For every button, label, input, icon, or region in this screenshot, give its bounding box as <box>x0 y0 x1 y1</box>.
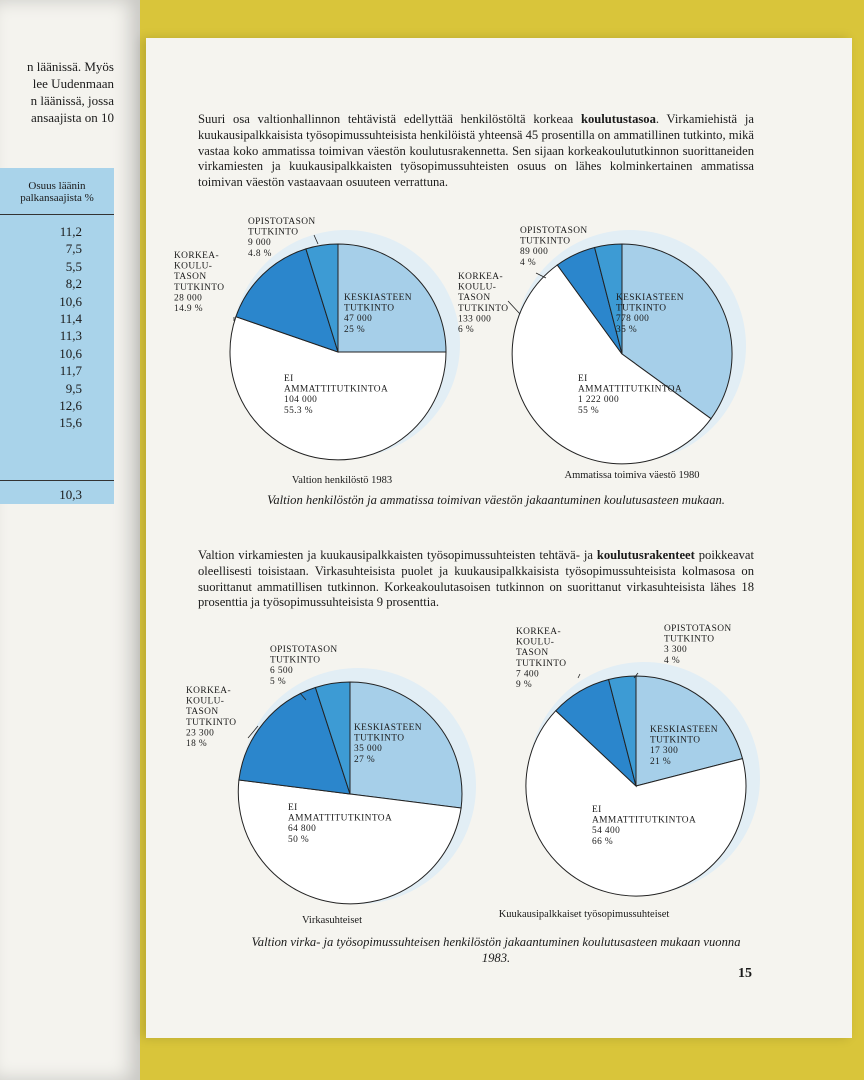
left-table <box>0 168 114 504</box>
slice-label-korkea <box>516 627 566 690</box>
slice-label-line: 778 000 <box>616 314 650 325</box>
slice-label-line: 14.9 % <box>174 304 203 314</box>
page-number: 15 <box>738 966 752 981</box>
slice-label-line: TUTKINTO <box>664 634 715 645</box>
slice-label-line: OPISTOTASON <box>270 645 338 655</box>
slice-label-line: TASON <box>174 272 207 283</box>
slice-label-line: 55 % <box>578 405 600 416</box>
slice-label-line: AMMATTITUTKINTOA <box>288 813 393 824</box>
slice-label-korkea <box>174 251 224 314</box>
paragraph-1-post: . Virkamiehistä ja kuukausipalkkaisista työsopimussuhteisista henkilöistä yhteensä 45 prosentilla on ammatillinen tutkinto, mikä vastaa koko ammatissa toimivan väestön koulutusrakennetta. Sen sijaan korkeakoulututkinnon suorittaneiden virkamiesten ja kuukausipalkkaisten työsopimussuhteisten osuus on lähes kolminkertainen ammatissa toimivan väestön vastaavaan osuuteen verrattuna. <box>198 112 754 190</box>
left-text-line: n läänissä. Myös <box>26 59 114 74</box>
slice-label-line: 47 000 <box>344 314 373 325</box>
pie-title: Kuukausipalkkaiset työsopimussuhteiset <box>498 909 670 920</box>
slice-label-line: 17 300 <box>650 746 679 757</box>
left-table-value: 8,2 <box>65 276 82 292</box>
left-table-total: 10,3 <box>0 480 114 503</box>
slice-label-line: OPISTOTASON <box>520 226 588 236</box>
slice-label-line: 6 % <box>458 325 475 335</box>
left-table-value: 5,5 <box>65 258 82 274</box>
left-text-line: lee Uudenmaan <box>32 76 114 91</box>
slice-label-line: 9 % <box>516 680 533 690</box>
leader-line <box>508 301 520 314</box>
slice-label-line: AMMATTITUTKINTOA <box>592 815 697 826</box>
slice-label-line: 27 % <box>354 754 376 765</box>
slice-label-line: KESKIASTEEN <box>354 723 422 733</box>
slice-label-line: KESKIASTEEN <box>344 293 412 303</box>
slice-label-line: TUTKINTO <box>248 227 299 238</box>
pie-title: Virkasuhteiset <box>301 915 363 926</box>
slice-label-line: EI <box>284 374 294 384</box>
slice-label-line: 28 000 <box>174 293 203 304</box>
slice-label-line: TUTKINTO <box>650 735 701 746</box>
pie-charts <box>146 38 852 1038</box>
slice-label-line: TUTKINTO <box>616 303 667 314</box>
slice-label-opisto <box>664 624 732 666</box>
slice-label-line: 1 222 000 <box>578 395 620 406</box>
left-table-value: 11,3 <box>59 328 82 344</box>
slice-label-line: 23 300 <box>186 728 215 739</box>
slice-label-line: KORKEA- <box>174 251 219 261</box>
slice-label-line: 35 % <box>616 324 638 335</box>
slice-label-line: TUTKINTO <box>270 655 321 666</box>
slice-label-line: TUTKINTO <box>520 236 571 247</box>
slice-label-line: KOULU- <box>458 282 497 293</box>
paragraph-2-post: poikkeavat oleellisesti toisistaan. Virkasuhteisista puolet ja kuukausipalkkaisista työsopimussuhteisista kolmasosa on suorittanut ammatillisen tutkinnon. Korkeakoulutasoisen tutkinnon on suorittanut virkasuhteisista lähes 18 prosenttia ja työsopimussuhteisista 9 prosenttia. <box>198 548 754 610</box>
slice-label-line: OPISTOTASON <box>664 624 732 634</box>
slice-label-line: EI <box>592 805 602 815</box>
slice-label-korkea <box>186 686 236 749</box>
paragraph-1-bold: koulutustasoa <box>580 112 656 126</box>
left-table-value: 10,6 <box>59 345 82 361</box>
pie-title: Ammatissa toimiva väestö 1980 <box>564 470 700 481</box>
left-text-line: ansaajista on 10 <box>30 110 114 125</box>
slice-label-line: TASON <box>516 648 549 659</box>
left-table-value: 11,2 <box>59 224 82 239</box>
left-table-value: 11,7 <box>59 363 82 379</box>
slice-label-line: TUTKINTO <box>458 303 509 314</box>
slice-label-line: TASON <box>458 293 491 304</box>
slice-label-line: 6 500 <box>270 666 294 677</box>
slice-label-line: TUTKINTO <box>174 282 225 293</box>
slice-label-line: TASON <box>186 707 219 718</box>
left-page <box>0 0 140 1080</box>
left-page-text <box>27 58 114 126</box>
slice-label-line: 50 % <box>288 834 310 845</box>
slice-label-line: AMMATTITUTKINTOA <box>284 384 389 395</box>
slice-label-line: KOULU- <box>516 637 555 648</box>
paragraph-1-pre: Suuri osa valtionhallinnon tehtävistä edellyttää henkilöstöltä korkeaa <box>198 112 581 126</box>
pie-title: Valtion henkilöstö 1983 <box>291 475 393 486</box>
slice-label-line: 104 000 <box>284 395 318 406</box>
slice-label-line: 54 400 <box>592 826 621 837</box>
paragraph-2-bold: koulutusrakenteet <box>596 548 695 562</box>
slice-label-line: KORKEA- <box>186 686 231 696</box>
slice-label-line: 9 000 <box>248 238 272 249</box>
slice-label-line: OPISTOTASON <box>248 217 316 227</box>
slice-label-line: TUTKINTO <box>186 717 237 728</box>
slice-label-line: KESKIASTEEN <box>616 293 684 303</box>
slice-label-line: EI <box>578 374 588 384</box>
left-table-value: 7,5 <box>65 241 82 257</box>
slice-label-line: TUTKINTO <box>354 733 405 744</box>
slice-label-line: KORKEA- <box>458 272 503 282</box>
slice-label-korkea <box>458 272 508 335</box>
divider <box>0 214 114 215</box>
slice-label-line: 5 % <box>270 676 287 687</box>
slice-label-line: AMMATTITUTKINTOA <box>578 384 683 395</box>
slice-label-line: 7 400 <box>516 669 540 680</box>
left-table-header: Osuus läänin palkansaajista % <box>20 180 94 204</box>
left-table-values <box>0 223 114 432</box>
left-text-line: n läänissä, jossa <box>30 93 114 108</box>
slice-label-line: KOULU- <box>186 696 225 707</box>
right-page <box>146 38 852 1038</box>
left-table-value: 15,6 <box>59 415 82 431</box>
slice-label-line: KOULU- <box>174 261 213 272</box>
figure-caption-2: Valtion virka- ja työsopimussuhteisen henkilöstön jakaantuminen koulutusasteen mukaan vuonna 1983. <box>251 935 741 965</box>
slice-label-line: 64 800 <box>288 824 317 835</box>
slice-label-line: EI <box>288 803 298 813</box>
paragraph-2-pre: Valtion virkamiesten ja kuukausipalkkaisten työsopimussuhteisten tehtävä- ja <box>198 548 597 562</box>
slice-label-line: 4 % <box>520 257 537 268</box>
slice-label-line: TUTKINTO <box>344 303 395 314</box>
slice-label-line: 66 % <box>592 836 614 847</box>
slice-label-line: 3 300 <box>664 645 688 656</box>
left-table-value: 12,6 <box>59 398 82 414</box>
slice-label-line: 133 000 <box>458 314 492 325</box>
slice-label-line: 35 000 <box>354 744 383 755</box>
leader-line <box>578 674 580 678</box>
slice-label-line: 4 % <box>664 655 681 666</box>
figure-caption-1: Valtion henkilöstön ja ammatissa toimivan väestön jakaantuminen koulutusasteen mukaan. <box>267 493 725 507</box>
slice-label-line: TUTKINTO <box>516 658 567 669</box>
slice-label-line: 18 % <box>186 739 208 749</box>
slice-label-line: 4.8 % <box>248 248 272 259</box>
slice-label-line: KORKEA- <box>516 627 561 637</box>
left-table-value: 11,4 <box>59 311 82 327</box>
slice-label-line: 25 % <box>344 324 366 335</box>
slice-label-line: 89 000 <box>520 247 549 258</box>
slice-label-line: 55.3 % <box>284 405 313 416</box>
slice-label-line: 21 % <box>650 756 672 767</box>
slice-label-line: KESKIASTEEN <box>650 725 718 735</box>
left-table-value: 10,6 <box>59 293 82 309</box>
left-table-value: 9,5 <box>65 380 82 396</box>
